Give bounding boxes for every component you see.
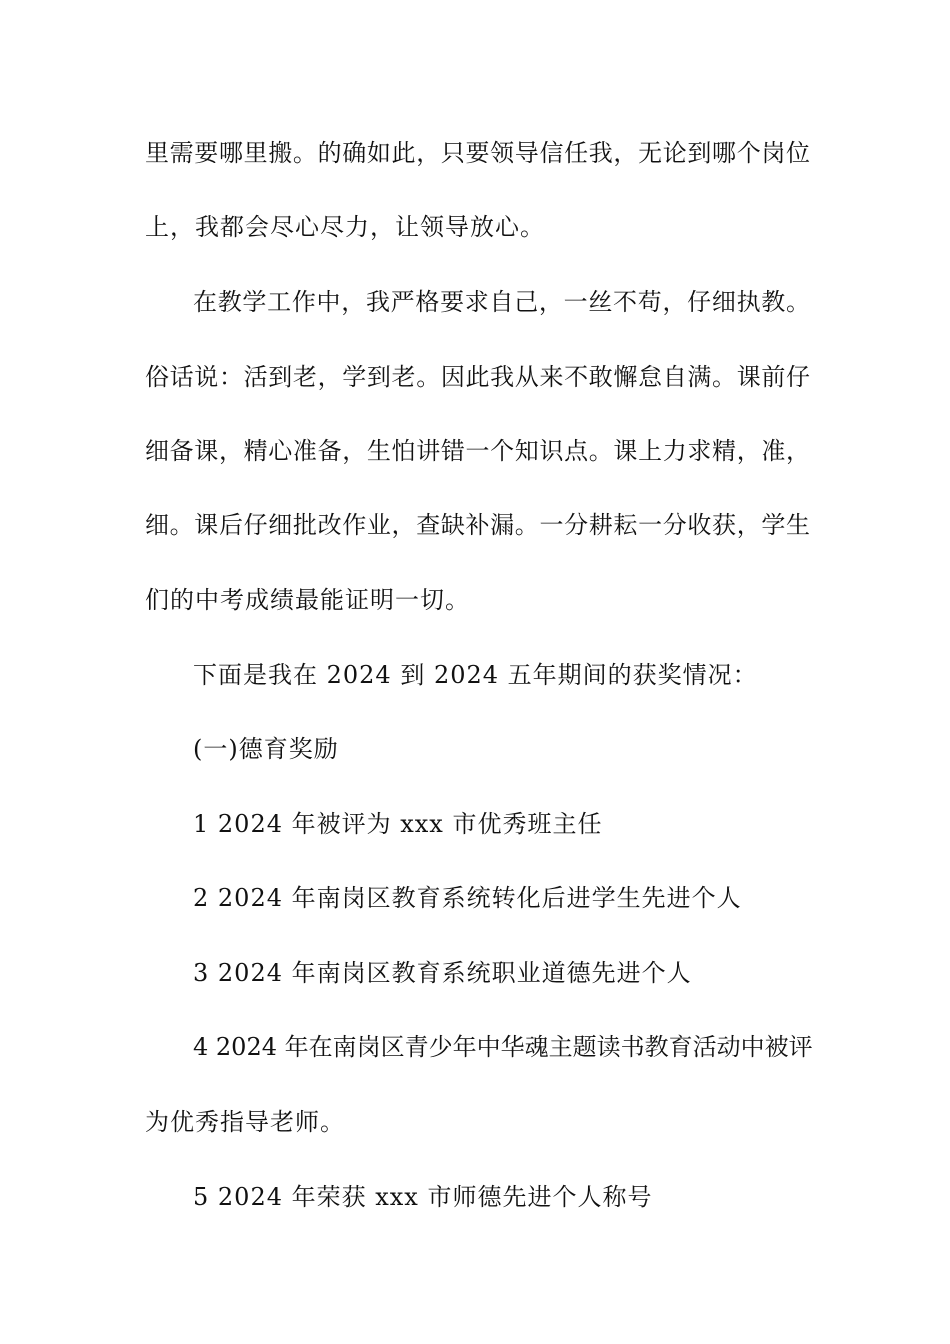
award-item-3: 3 2024 年南岗区教育系统职业道德先进个人 [193, 959, 692, 987]
text-line-6: 细。课后仔细批改作业，查缺补漏。一分耕耘一分收获，学生 [145, 511, 810, 539]
award-item-1: 1 2024 年被评为 xxx 市优秀班主任 [193, 810, 603, 838]
text-line-2: 上，我都会尽心尽力，让领导放心。 [145, 213, 545, 241]
award-item-5: 5 2024 年荣获 xxx 市师德先进个人称号 [193, 1183, 653, 1211]
text-line-4: 俗话说：活到老，学到老。因此我从来不敢懈怠自满。课前仔 [145, 363, 810, 391]
text-line-3: 在教学工作中，我严格要求自己，一丝不苟，仔细执教。 [193, 288, 810, 316]
award-item-4-continued: 为优秀指导老师。 [145, 1108, 345, 1136]
text-line-1: 里需要哪里搬。的确如此，只要领导信任我，无论到哪个岗位 [145, 139, 810, 167]
text-line-5: 细备课，精心准备，生怕讲错一个知识点。课上力求精，准， [145, 437, 810, 465]
award-item-2: 2 2024 年南岗区教育系统转化后进学生先进个人 [193, 884, 742, 912]
award-item-4: 4 2024 年在南岗区青少年中华魂主题读书教育活动中被评 [193, 1033, 813, 1061]
section-heading: (一)德育奖励 [193, 735, 339, 763]
text-line-7: 们的中考成绩最能证明一切。 [145, 586, 470, 614]
text-line-8: 下面是我在 2024 到 2024 五年期间的获奖情况： [193, 661, 758, 689]
